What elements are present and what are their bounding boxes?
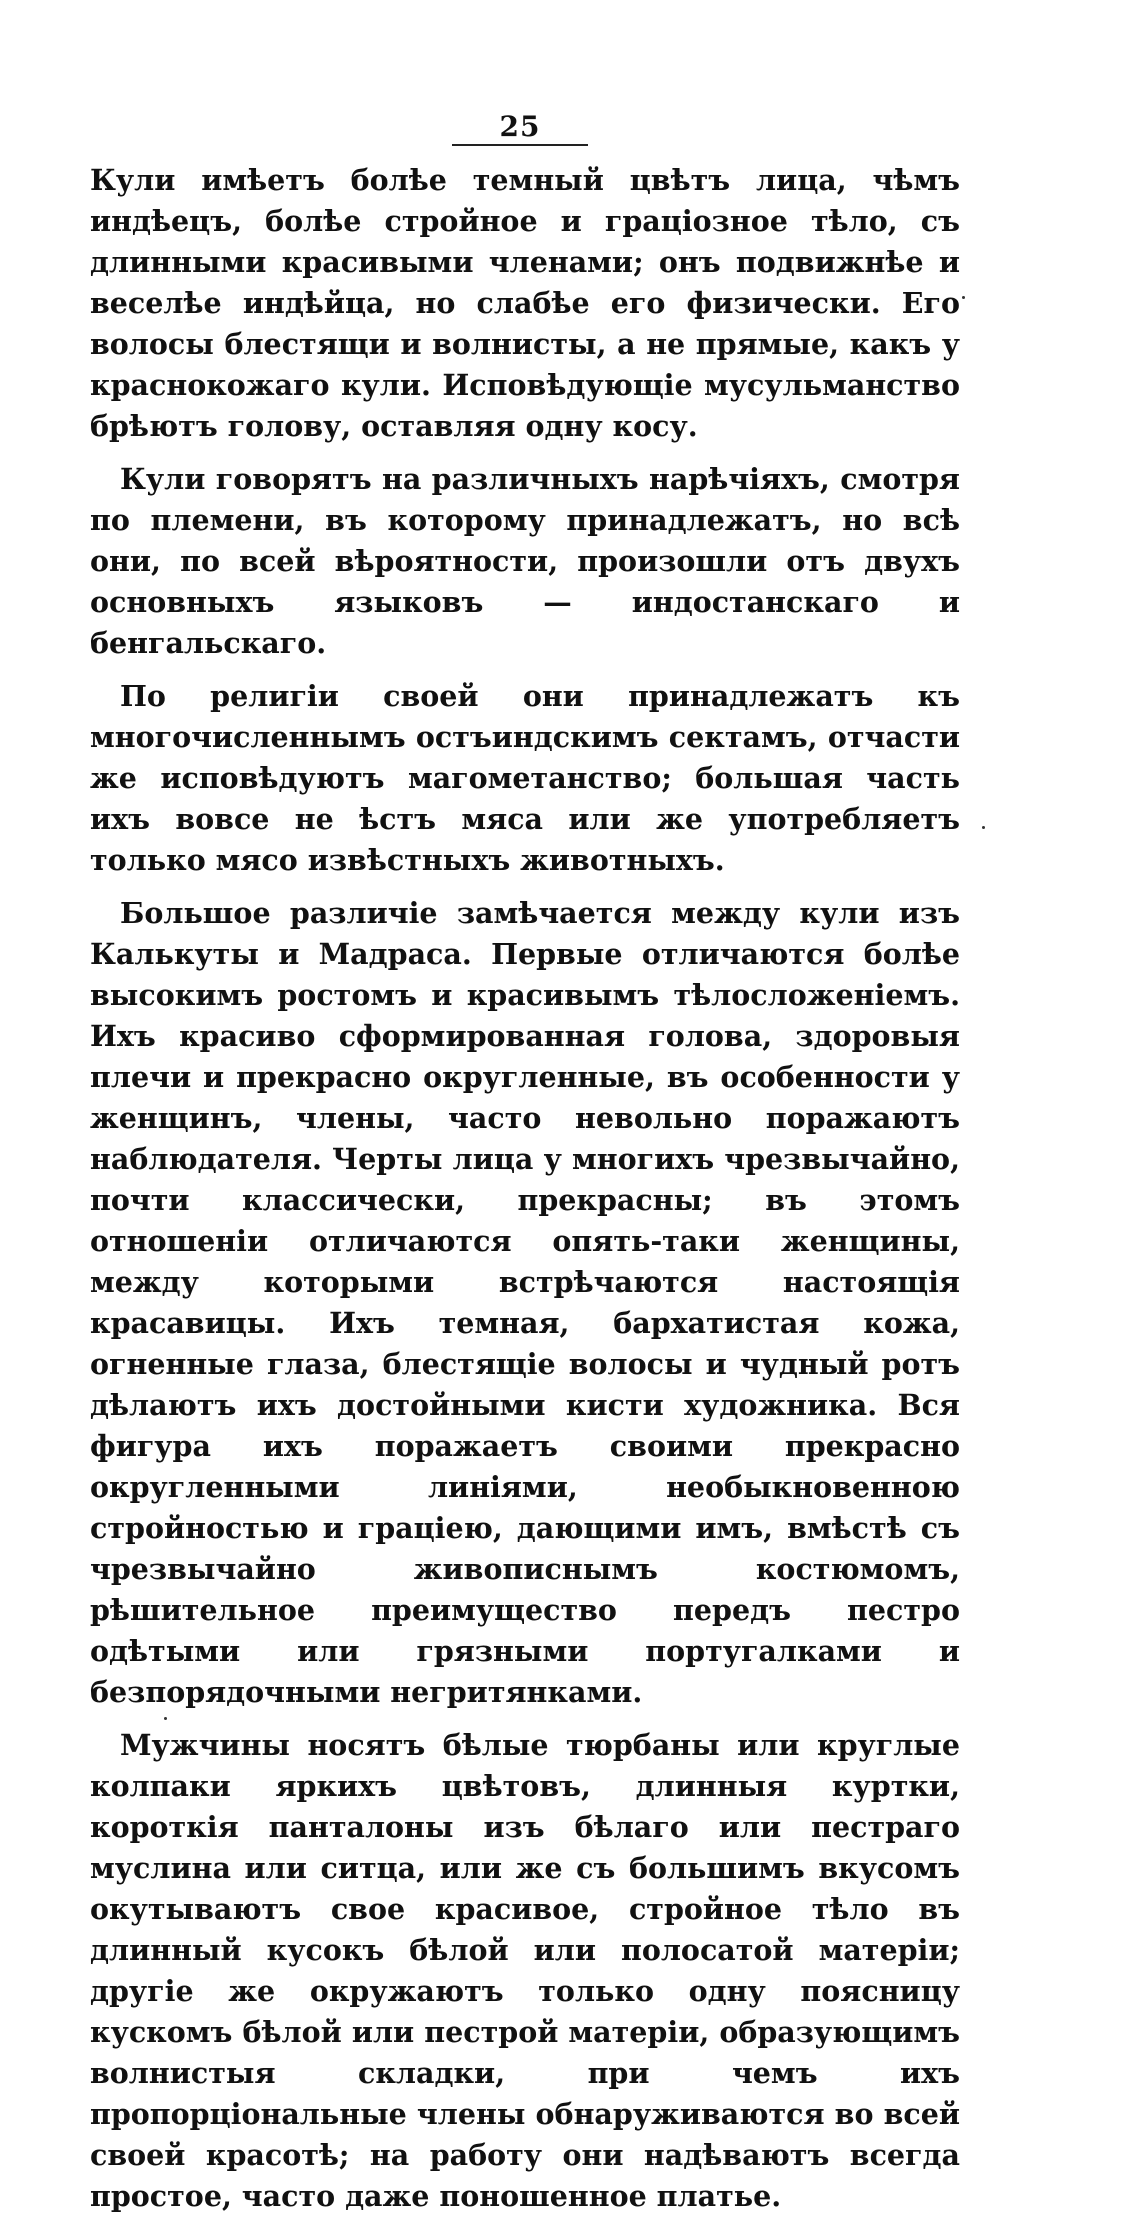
paragraph-kuli-religion: По религіи своей они принадлежатъ къ многочисленнымъ остъиндскимъ сектамъ, отчасти же исповѣдуютъ магометанство; большая часть ихъ вовсе не ѣстъ мяса или же употребляетъ только мясо извѣстныхъ животныхъ.	[90, 679, 960, 877]
paragraph-calcutta-madras: Большое различіе замѣчается между кули изъ Калькуты и Мадраса. Первые отличаются болѣе высокимъ ростомъ и красивымъ тѣлосложеніемъ. Ихъ красиво сформированная голова, здоровыя плечи и прекрасно округленные, въ особенности у женщинъ, члены, часто невольно поражаютъ наблюдателя. Черты лица у многихъ чрезвычайно, почти классически, прекрасны; въ этомъ отношеніи отличаются опять-таки женщины, между которыми встрѣчаются настоящія красавицы. Ихъ темная, бархатистая кожа, огненные глаза, блестящіе волосы и чудный ротъ дѣлаютъ ихъ достойными кисти художника. Вся фигура ихъ поражаетъ своими прекрасно округленными линіями, необыкновенною стройностью и граціею, дающими имъ, вмѣстѣ съ чрезвычайно живописнымъ костюмомъ, рѣшительное преимущество передъ пестро одѣтыми или грязными португалками и безпорядочными негритянками.	[90, 896, 960, 1709]
print-speck	[962, 296, 965, 299]
paragraph-men-clothing: Мужчины носятъ бѣлые тюрбаны или круглые колпаки яркихъ цвѣтовъ, длинныя куртки, короткія панталоны изъ бѣлаго или пестраго муслина или ситца, или же съ большимъ вкусомъ окутываютъ свое красивое, стройное тѣло въ длинный кусокъ бѣлой или полосатой матеріи; другіе же окружаютъ только одну поясницу кускомъ бѣлой или пестрой матеріи, образующимъ волнистыя складки, при чемъ ихъ пропорціональные члены обнаруживаются во всей своей красотѣ; на работу они надѣваютъ всегда простое, часто даже поношенное платье.	[90, 1728, 960, 2213]
page-number-rule	[452, 144, 588, 146]
print-speck	[164, 1717, 167, 1720]
paragraph-kuli-appearance: Кули имѣетъ болѣе темный цвѣтъ лица, чѣмъ индѣецъ, болѣе стройное и граціозное тѣло, съ длинными красивыми членами; онъ подвижнѣе и веселѣе индѣйца, но слабѣе его физически. Его волосы блестящи и волнисты, а не прямые, какъ у краснокожаго кули. Исповѣдующіе мусульманство брѣютъ голову, оставляя одну косу.	[90, 163, 960, 443]
page-body	[90, 160, 960, 2229]
print-speck	[982, 826, 985, 829]
page-number: 25	[499, 110, 541, 143]
paragraph-kuli-languages: Кули говорятъ на различныхъ нарѣчіяхъ, смотря по племени, въ которому принадлежатъ, но всѣ они, по всей вѣроятности, произошли отъ двухъ основныхъ языковъ — индостанскаго и бенгальскаго.	[90, 462, 960, 660]
